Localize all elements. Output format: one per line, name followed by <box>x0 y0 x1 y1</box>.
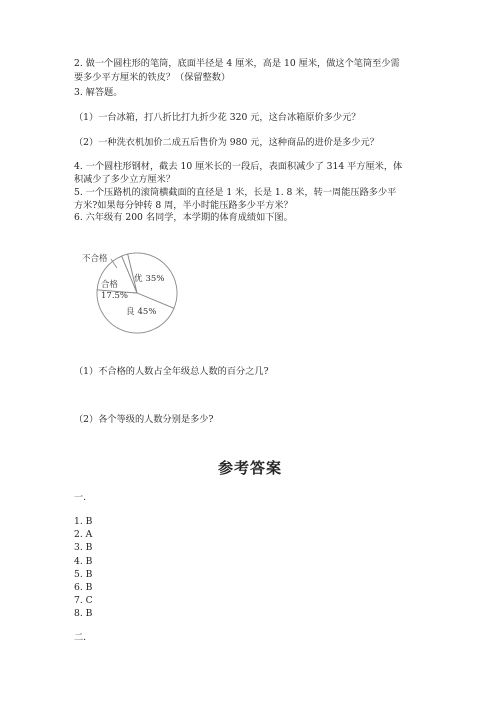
answers-section-1: 一. <box>74 492 87 503</box>
answer-item: 1. B <box>74 516 93 527</box>
answer-item: 6. B <box>74 582 93 593</box>
label-you <box>134 273 164 284</box>
problem-5-line-1: 5. 一个压路机的滚筒横截面的直径是 1 米，长是 1. 8 米，转一周能压路多少平 <box>74 187 397 198</box>
problem-3-sub-2: （2）一种洗衣机加价二成五后售价为 980 元，这种商品的进价是多少元？ <box>74 137 379 148</box>
problem-5-line-2: 方米?如果每分钟转 8 周，半小时能压路多少平方米？ <box>74 200 293 211</box>
problem-2-line-1: 2. 做一个圆柱形的笔筒，底面半径是 4 厘米，高是 10 厘米，做这个笔筒至少需 <box>74 58 400 69</box>
problem-6-line-1: 6. 六年级有 200 名同学，本学期的体育成绩如下图。 <box>74 212 293 223</box>
label-liang <box>126 306 156 317</box>
label-liang-name: 良 <box>126 307 135 317</box>
answer-item: 3. B <box>74 542 93 554</box>
answers-title: 参考答案 <box>218 459 283 477</box>
label-you-value: 35% <box>145 274 165 284</box>
problem-3-title: 3. 解答题。 <box>74 87 123 98</box>
answers-section-2: 二. <box>74 632 87 643</box>
answer-item: 7. C <box>74 595 93 607</box>
answer-item: 2. A <box>74 529 93 541</box>
answer-item: 8. B <box>74 608 93 620</box>
answer-item: 5. B <box>74 568 93 580</box>
answer-item: 4. B <box>74 555 93 567</box>
problem-6-question-1: （1）不合格的人数占全年级总人数的百分之几? <box>74 366 269 377</box>
label-buhege: 不合格 <box>82 254 108 264</box>
problem-6-question-2: （2）各个等级的人数分别是多少? <box>74 414 214 425</box>
problem-4-line-1: 4. 一个圆柱形钢材，截去 10 厘米长的一段后，表面积减少了 314 平方厘米，体 <box>74 161 403 172</box>
label-you-name: 优 <box>134 274 143 284</box>
label-liang-value: 45% <box>137 307 157 317</box>
problem-2-line-2: 要多少平方厘米的铁皮？（保留整数） <box>74 72 231 83</box>
problem-3-sub-1: （1）一台冰箱，打八折比打九折少花 320 元，这台冰箱原价多少元？ <box>74 112 361 123</box>
label-hege-name: 合格 <box>101 280 119 290</box>
problem-4-line-2: 积减少了多少立方厘米？ <box>74 174 176 185</box>
label-hege-value: 17.5% <box>101 291 129 301</box>
